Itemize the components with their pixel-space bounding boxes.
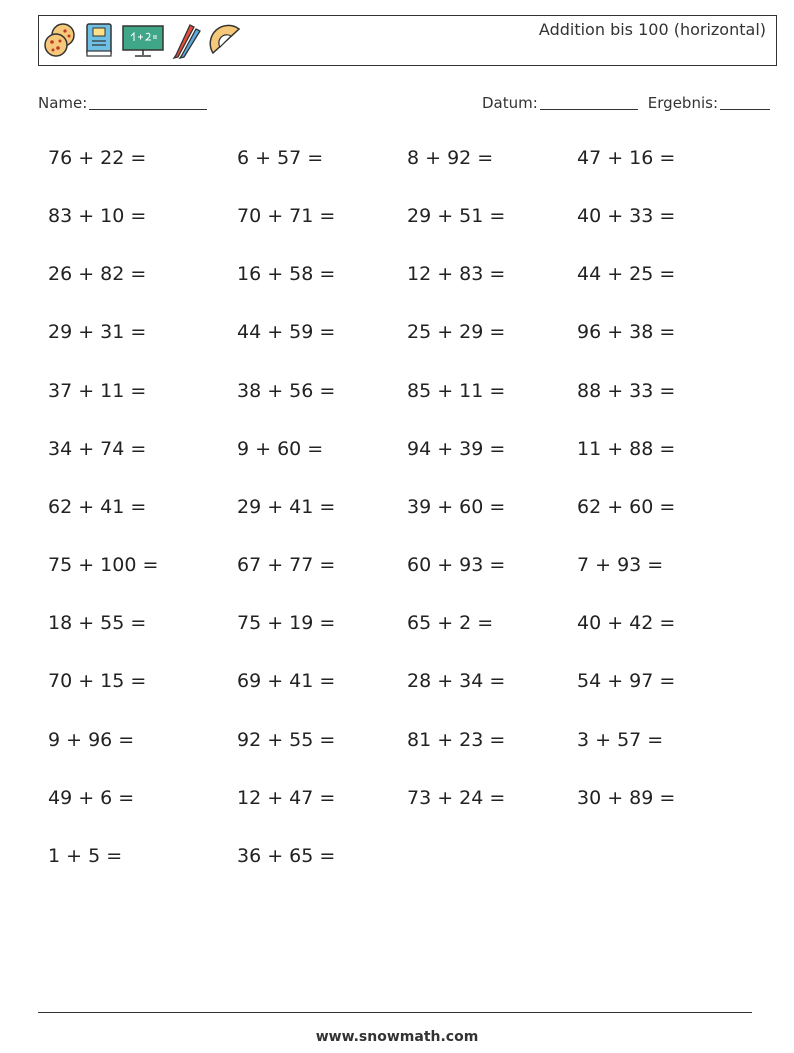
- problem-item: 85 + 11 =: [407, 380, 506, 402]
- problem-item: 29 + 41 =: [237, 496, 336, 518]
- problem-item: 25 + 29 =: [407, 321, 506, 343]
- pencils-icon: [170, 21, 204, 59]
- date-result-fields: [482, 94, 770, 112]
- problem-item: 47 + 16 =: [577, 147, 676, 169]
- problem-item: 94 + 39 =: [407, 438, 506, 460]
- problem-item: 39 + 60 =: [407, 496, 506, 518]
- problem-item: 18 + 55 =: [48, 612, 147, 634]
- problem-item: 65 + 2 =: [407, 612, 494, 634]
- problem-item: 81 + 23 =: [407, 729, 506, 751]
- problem-item: 60 + 93 =: [407, 554, 506, 576]
- problem-item: 40 + 42 =: [577, 612, 676, 634]
- problem-item: 76 + 22 =: [48, 147, 147, 169]
- problem-item: 8 + 92 =: [407, 147, 494, 169]
- problem-item: 54 + 97 =: [577, 670, 676, 692]
- problem-item: 73 + 24 =: [407, 787, 506, 809]
- problem-item: 88 + 33 =: [577, 380, 676, 402]
- problem-item: 30 + 89 =: [577, 787, 676, 809]
- header-icons: [43, 21, 243, 59]
- problem-item: 9 + 60 =: [237, 438, 324, 460]
- problem-item: 49 + 6 =: [48, 787, 135, 809]
- result-line[interactable]: [720, 109, 770, 110]
- problem-item: 96 + 38 =: [577, 321, 676, 343]
- book-icon: [82, 21, 116, 59]
- problem-item: 44 + 25 =: [577, 263, 676, 285]
- worksheet-header: [38, 15, 777, 66]
- footer-url: www.snowmath.com: [315, 1029, 479, 1045]
- problem-item: 9 + 96 =: [48, 729, 135, 751]
- problem-item: 67 + 77 =: [237, 554, 336, 576]
- problem-item: 75 + 19 =: [237, 612, 336, 634]
- problem-item: 6 + 57 =: [237, 147, 324, 169]
- problem-item: 28 + 34 =: [407, 670, 506, 692]
- problem-item: 70 + 71 =: [237, 205, 336, 227]
- footer-divider: [38, 1012, 752, 1013]
- problem-item: 75 + 100 =: [48, 554, 159, 576]
- problem-item: 12 + 47 =: [237, 787, 336, 809]
- problem-item: 16 + 58 =: [237, 263, 336, 285]
- problem-item: 34 + 74 =: [48, 438, 147, 460]
- problem-item: 37 + 11 =: [48, 380, 147, 402]
- name-field[interactable]: [38, 94, 207, 112]
- problem-item: 7 + 93 =: [577, 554, 664, 576]
- problem-item: 12 + 83 =: [407, 263, 506, 285]
- problem-item: 3 + 57 =: [577, 729, 664, 751]
- date-label: Datum:: [482, 94, 538, 112]
- problem-item: 29 + 31 =: [48, 321, 147, 343]
- problem-item: 26 + 82 =: [48, 263, 147, 285]
- name-label: Name:: [38, 94, 88, 112]
- problem-item: 11 + 88 =: [577, 438, 676, 460]
- problem-item: 38 + 56 =: [237, 380, 336, 402]
- worksheet-title: Addition bis 100 (horizontal): [538, 20, 766, 39]
- name-line[interactable]: [89, 109, 207, 110]
- date-line[interactable]: [540, 109, 638, 110]
- problem-item: 1 + 5 =: [48, 845, 123, 867]
- problem-item: 44 + 59 =: [237, 321, 336, 343]
- problem-item: 70 + 15 =: [48, 670, 147, 692]
- problem-item: 83 + 10 =: [48, 205, 147, 227]
- problem-item: 62 + 60 =: [577, 496, 676, 518]
- cookies-icon: [43, 21, 77, 59]
- problem-item: 40 + 33 =: [577, 205, 676, 227]
- protractor-icon: [209, 21, 243, 59]
- result-label: Ergebnis:: [647, 94, 718, 112]
- chalkboard-icon: [121, 21, 165, 59]
- problem-item: 29 + 51 =: [407, 205, 506, 227]
- problem-item: 62 + 41 =: [48, 496, 147, 518]
- problem-item: 69 + 41 =: [237, 670, 336, 692]
- problem-item: 36 + 65 =: [237, 845, 336, 867]
- problem-item: 92 + 55 =: [237, 729, 336, 751]
